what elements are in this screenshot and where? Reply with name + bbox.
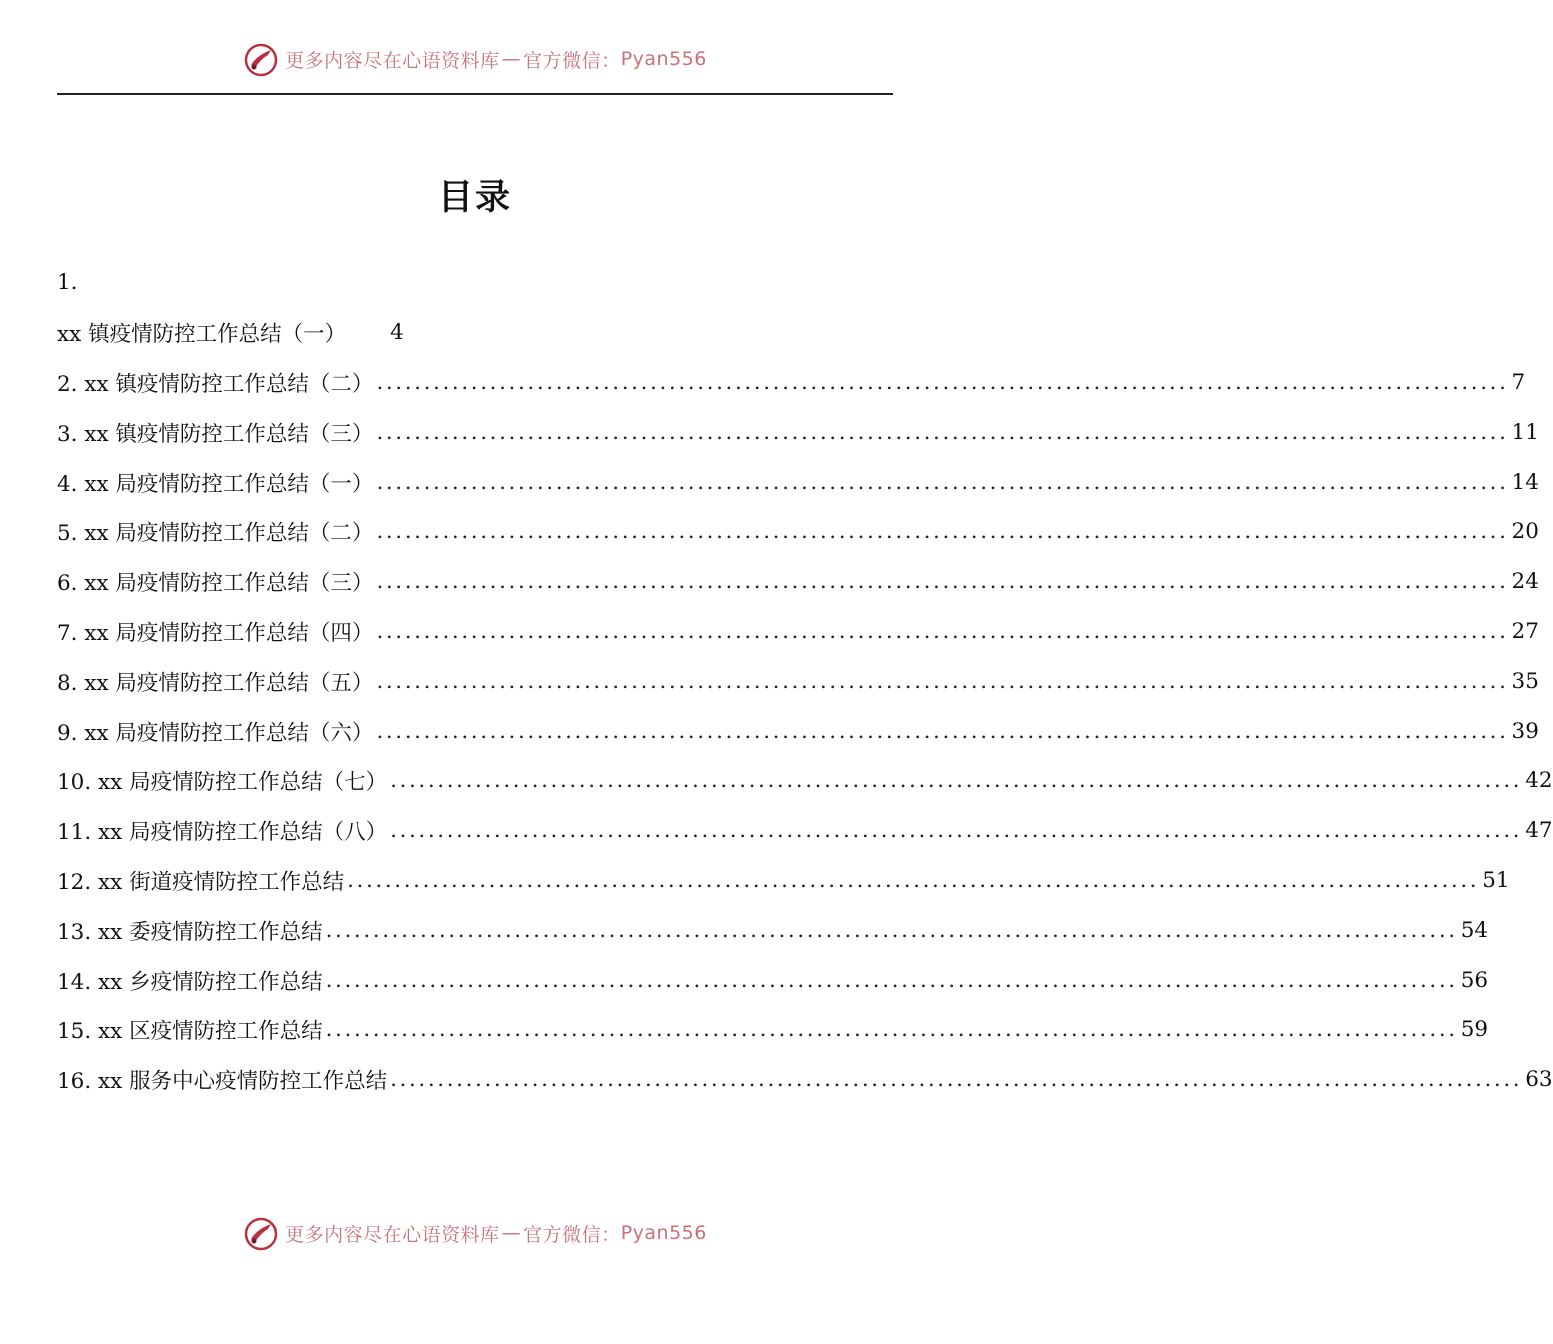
- toc-entry-7[interactable]: [57, 607, 1539, 657]
- toc-entry-label: 16. xx 服务中心疫情防控工作总结: [57, 1069, 388, 1095]
- footer-wechat-id: Pyan556: [620, 1222, 707, 1244]
- toc-entry-label: 13. xx 委疫情防控工作总结: [57, 919, 323, 945]
- table-of-contents: [57, 258, 1553, 1105]
- toc-dot-leader: ........................................................................................................................: [390, 768, 1523, 794]
- toc-entry-label: 4. xx 局疫情防控工作总结（一）: [57, 471, 374, 497]
- footer-wechat-label: 官方微信：: [523, 1223, 621, 1246]
- toc-entry-label: 11. xx 局疫情防控工作总结（八）: [57, 820, 388, 846]
- toc-entry-label: 15. xx 区疫情防控工作总结: [57, 1019, 323, 1045]
- toc-first-number: 1.: [57, 270, 78, 296]
- toc-entry-8[interactable]: [57, 656, 1539, 706]
- footer-banner: [0, 1213, 950, 1253]
- toc-entry-page: 27: [1511, 618, 1539, 644]
- toc-entry-page: 56: [1460, 967, 1489, 993]
- toc-dot-leader: ........................................................................................................................: [376, 519, 1509, 545]
- toc-dot-leader: ........................................................................................................................: [347, 867, 1480, 893]
- toc-entry-11[interactable]: [57, 806, 1553, 856]
- header-banner-separator: —: [501, 48, 522, 70]
- toc-dot-leader: ........................................................................................................................: [376, 569, 1509, 595]
- toc-entry-page: 4: [390, 320, 404, 346]
- header-wechat-label: 官方微信：: [523, 49, 621, 72]
- toc-entry-page: 42: [1525, 768, 1553, 794]
- toc-entry-page: 14: [1511, 469, 1539, 495]
- toc-entry-9[interactable]: [57, 706, 1539, 756]
- toc-entry-10[interactable]: [57, 756, 1553, 806]
- toc-entry-page: 20: [1511, 519, 1539, 545]
- header-wechat-id: Pyan556: [620, 48, 707, 70]
- header-banner-text: 更多内容尽在心语资料库: [285, 49, 500, 72]
- toc-dot-leader: ........................................................................................................................: [376, 419, 1509, 445]
- toc-entry-label: 8. xx 局疫情防控工作总结（五）: [57, 670, 374, 696]
- toc-entry-label: 2. xx 镇疫情防控工作总结（二）: [57, 371, 374, 397]
- toc-entry-label: 5. xx 局疫情防控工作总结（二）: [57, 521, 374, 547]
- header-rule: [57, 93, 893, 95]
- toc-entry-page: 47: [1525, 818, 1553, 844]
- toc-entry-page: 51: [1482, 867, 1510, 893]
- toc-entry-page: 11: [1511, 419, 1539, 445]
- toc-dot-leader: ........................................................................................................................: [325, 917, 1458, 943]
- footer-banner-text: 更多内容尽在心语资料库: [285, 1223, 500, 1246]
- toc-dot-leader: ........................................................................................................................: [376, 469, 1509, 495]
- toc-dot-leader: ........................................................................................................................: [325, 1017, 1458, 1043]
- footer-banner-separator: —: [501, 1222, 522, 1244]
- toc-entry-15[interactable]: [57, 1005, 1489, 1055]
- toc-entry-page: 39: [1511, 718, 1539, 744]
- toc-entry-page: 35: [1511, 668, 1539, 694]
- pen-logo-icon: [243, 1215, 279, 1251]
- toc-entry-label: 7. xx 局疫情防控工作总结（四）: [57, 620, 374, 646]
- toc-entry-label: 6. xx 局疫情防控工作总结（三）: [57, 571, 374, 597]
- toc-first-number-line: [57, 258, 893, 308]
- toc-entry-6[interactable]: [57, 557, 1539, 607]
- header-banner: [0, 39, 950, 79]
- toc-entry-list: [57, 358, 1553, 1105]
- toc-entry-page: 63: [1525, 1067, 1553, 1093]
- toc-entry-1[interactable]: [57, 308, 893, 358]
- toc-dot-leader: ........................................................................................................................: [376, 668, 1509, 694]
- pen-logo-icon: [243, 41, 279, 77]
- toc-entry-label: 3. xx 镇疫情防控工作总结（三）: [57, 421, 374, 447]
- toc-entry-page: 54: [1460, 917, 1489, 943]
- toc-entry-page: 7: [1511, 369, 1526, 395]
- toc-dot-leader: ........................................................................................................................: [325, 967, 1458, 993]
- toc-entry-12[interactable]: [57, 856, 1510, 906]
- toc-entry-4[interactable]: [57, 457, 1539, 507]
- toc-entry-13[interactable]: [57, 905, 1489, 955]
- toc-entry-16[interactable]: [57, 1055, 1553, 1105]
- toc-dot-leader: ........................................................................................................................: [376, 718, 1509, 744]
- toc-entry-5[interactable]: [57, 507, 1539, 557]
- toc-entry-page: 59: [1460, 1017, 1489, 1043]
- toc-entry-14[interactable]: [57, 955, 1489, 1005]
- toc-entry-label: 9. xx 局疫情防控工作总结（六）: [57, 720, 374, 746]
- toc-dot-leader: ........................................................................................................................: [390, 818, 1523, 844]
- toc-entry-2[interactable]: [57, 358, 1526, 408]
- toc-entry-page: 24: [1511, 569, 1539, 595]
- toc-entry-3[interactable]: [57, 407, 1539, 457]
- toc-entry-label: 10. xx 局疫情防控工作总结（七）: [57, 770, 388, 796]
- toc-dot-leader: ........................................................................................................................: [376, 618, 1509, 644]
- toc-entry-label: xx 镇疫情防控工作总结（一）: [57, 322, 347, 348]
- toc-dot-leader: ........................................................................................................................: [390, 1067, 1523, 1093]
- page-title: 目录: [437, 177, 512, 218]
- toc-entry-label: 12. xx 街道疫情防控工作总结: [57, 869, 345, 895]
- toc-entry-label: 14. xx 乡疫情防控工作总结: [57, 969, 323, 995]
- toc-dot-leader: ........................................................................................................................: [376, 369, 1509, 395]
